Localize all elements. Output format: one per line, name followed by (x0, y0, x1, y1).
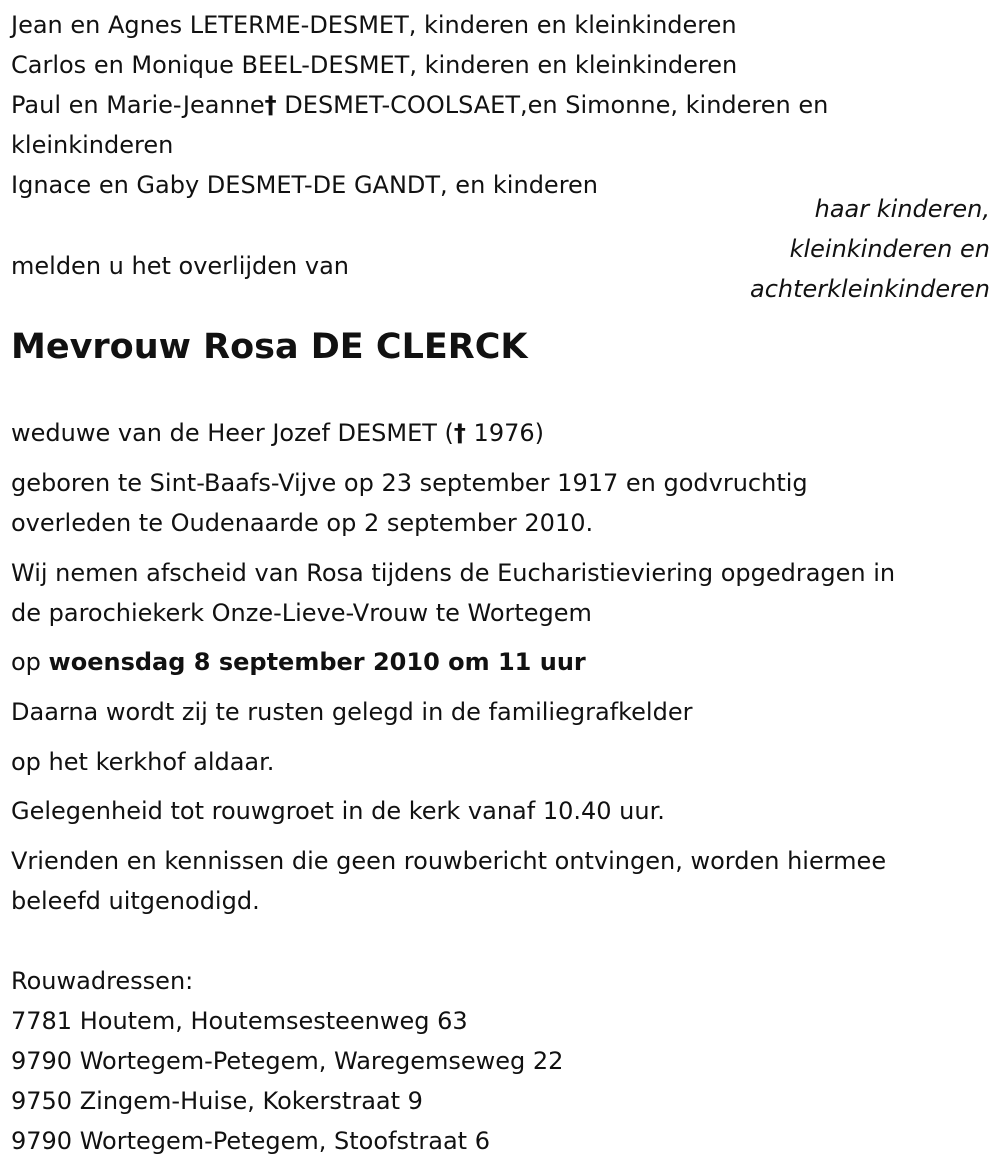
family-line-coolsaet-end: DESMET-COOLSAET,en Simonne, kinderen en (276, 91, 829, 119)
address-item: 9790 Wortegem-Petegem, Stoofstraat 6 (11, 1127, 490, 1155)
widow-text-end: 1976) (465, 419, 544, 447)
deceased-name: Mevrouw Rosa DE CLERCK (11, 327, 528, 367)
invite-line-2: beleefd uitgenodigd. (11, 887, 260, 915)
side-note-achterkleinkinderen: achterkleinkinderen (750, 275, 990, 303)
addresses-heading: Rouwadressen: (11, 967, 194, 995)
cross-icon: † (264, 91, 277, 119)
burial-line-1: Daarna wordt zij te rusten gelegd in de familiegrafkelder (11, 698, 693, 726)
death-line: overleden te Oudenaarde op 2 september 2010. (11, 509, 594, 537)
cross-icon: † (453, 419, 466, 447)
ceremony-date-prefix: op (11, 648, 49, 676)
farewell-line-2: de parochiekerk Onze-Lieve-Vrouw te Wortegem (11, 599, 592, 627)
birth-line: geboren te Sint-Baafs-Vijve op 23 september 1917 en godvruchtig (11, 469, 808, 497)
family-line-de-gandt: Ignace en Gaby DESMET-DE GANDT, en kinderen (11, 171, 599, 199)
ceremony-date: woensdag 8 september 2010 om 11 uur (48, 648, 586, 676)
family-line-coolsaet-start: Paul en Marie-Jeanne (11, 91, 265, 119)
family-line-coolsaet-cont: kleinkinderen (11, 131, 174, 159)
family-line-coolsaet (11, 85, 828, 125)
side-note-kleinkinderen: kleinkinderen en (789, 235, 990, 263)
ceremony-date-line (11, 642, 586, 682)
widow-line (11, 413, 544, 453)
address-item: 7781 Houtem, Houtemsesteenweg 63 (11, 1007, 468, 1035)
burial-line-2: op het kerkhof aldaar. (11, 748, 275, 776)
farewell-line-1: Wij nemen afscheid van Rosa tijdens de Eucharistieviering opgedragen in (11, 559, 896, 587)
side-note-kinderen: haar kinderen, (814, 195, 990, 223)
invite-line-1: Vrienden en kennissen die geen rouwbericht ontvingen, worden hiermee (11, 847, 887, 875)
family-line-leterme: Jean en Agnes LETERME-DESMET, kinderen en kleinkinderen (11, 11, 737, 39)
condolence-line: Gelegenheid tot rouwgroet in de kerk vanaf 10.40 uur. (11, 797, 665, 825)
family-line-beel: Carlos en Monique BEEL-DESMET, kinderen en kleinkinderen (11, 51, 738, 79)
announcement-text: melden u het overlijden van (11, 252, 349, 280)
widow-text-start: weduwe van de Heer Jozef DESMET ( (11, 419, 454, 447)
address-item: 9790 Wortegem-Petegem, Waregemseweg 22 (11, 1047, 564, 1075)
address-item: 9750 Zingem-Huise, Kokerstraat 9 (11, 1087, 423, 1115)
